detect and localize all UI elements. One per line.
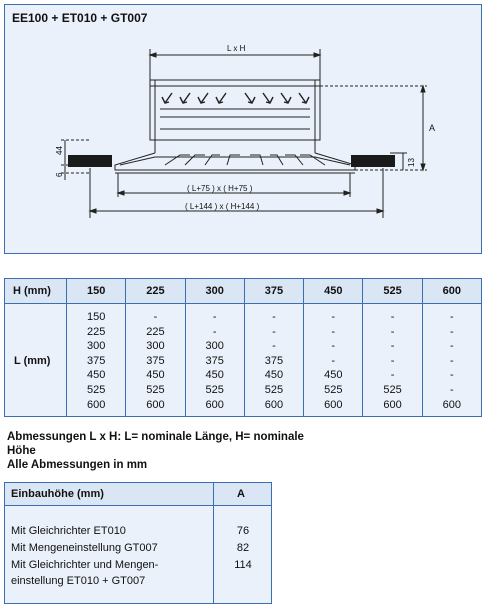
label-6: 6 xyxy=(55,172,64,177)
table-cell: 600 xyxy=(86,398,106,411)
table-cell: 600 xyxy=(442,398,462,411)
table-cell: 150 xyxy=(86,311,106,323)
label-l144: ( L+144 ) x ( H+144 ) xyxy=(185,202,260,211)
table-cell: 525 xyxy=(86,383,106,396)
table-cell: - xyxy=(450,311,454,323)
table-cell: 225 xyxy=(86,325,106,338)
installation-row-value: 76 xyxy=(236,525,250,537)
table-cell: 600 xyxy=(146,398,165,411)
damper-box xyxy=(150,80,320,140)
dimension-note xyxy=(7,430,304,472)
diffuser-drawing xyxy=(5,5,483,255)
installation-row-value: 114 xyxy=(234,559,252,571)
table-cell: - xyxy=(331,325,336,338)
table-cell: 375 xyxy=(146,354,165,367)
column-header: 525 xyxy=(363,279,422,304)
table-cell: - xyxy=(272,325,276,338)
label-13: 13 xyxy=(407,158,416,167)
table-cell: 450 xyxy=(264,369,284,382)
label-lxh: L x H xyxy=(227,44,246,53)
table-cell: 525 xyxy=(205,383,224,396)
installation-row-label: Mit Mengeneinstellung GT007 xyxy=(11,542,158,554)
note-line: Alle Abmessungen in mm xyxy=(7,459,148,471)
table-cell: 525 xyxy=(324,383,343,396)
label-l75: ( L+75 ) x ( H+75 ) xyxy=(187,184,253,193)
table-cell: - xyxy=(450,325,454,338)
h-header: H (mm) xyxy=(5,279,67,304)
table-cell: 600 xyxy=(324,398,343,411)
table-cell: - xyxy=(331,354,336,367)
installation-header-label: Einbauhöhe (mm) xyxy=(11,488,104,500)
table-column xyxy=(67,304,126,417)
label-44: 44 xyxy=(55,146,64,155)
table-cell: - xyxy=(390,354,395,367)
right-frame-seal xyxy=(351,155,395,167)
table-cell: 450 xyxy=(324,369,343,382)
table-cell: - xyxy=(450,340,454,353)
installation-row-label: einstellung ET010 + GT007 xyxy=(11,575,146,587)
table-cell: - xyxy=(272,340,276,353)
table-cell: 375 xyxy=(264,354,284,367)
column-header: 150 xyxy=(67,279,126,304)
installation-row-label: Mit Gleichrichter ET010 xyxy=(11,525,126,537)
installation-row-value: 82 xyxy=(236,542,250,554)
table-cell: 450 xyxy=(86,369,106,382)
table-cell: 450 xyxy=(146,369,165,382)
table-cell: 300 xyxy=(205,340,224,353)
table-column xyxy=(185,304,244,417)
table-cell: - xyxy=(390,340,395,353)
column-header: 375 xyxy=(244,279,303,304)
column-header: 600 xyxy=(422,279,481,304)
table-cell: 525 xyxy=(264,383,284,396)
installation-table-header xyxy=(5,483,271,506)
table-column xyxy=(304,304,363,417)
table-cell: - xyxy=(450,354,454,367)
table-cell: 600 xyxy=(383,398,402,411)
table-cell: 375 xyxy=(205,354,224,367)
drawing-title: EE100 + ET010 + GT007 xyxy=(12,11,148,25)
table-cell: - xyxy=(212,325,217,338)
l-header: L (mm) xyxy=(5,304,67,417)
table-cell: - xyxy=(331,340,336,353)
table-column xyxy=(244,304,303,417)
technical-drawing xyxy=(4,4,482,254)
table-cell: - xyxy=(272,311,276,323)
table-cell: 375 xyxy=(86,354,106,367)
table-cell: - xyxy=(212,311,217,323)
installation-height-table xyxy=(4,482,272,604)
table-cell: - xyxy=(331,311,336,323)
table-cell: 525 xyxy=(146,383,165,396)
column-header: 300 xyxy=(185,279,244,304)
table-cell: 300 xyxy=(146,340,165,353)
table-cell: - xyxy=(390,369,395,382)
dimensions-table xyxy=(4,278,482,417)
label-a: A xyxy=(429,123,436,133)
table-cell: 225 xyxy=(146,325,165,338)
table-column xyxy=(363,304,422,417)
table-cell: - xyxy=(450,383,454,396)
installation-header-value: A xyxy=(237,488,245,500)
table-cell: 450 xyxy=(205,369,224,382)
table-cell: 300 xyxy=(86,340,106,353)
damper-blades xyxy=(162,93,309,103)
table-cell: - xyxy=(390,325,395,338)
table-column xyxy=(126,304,185,417)
note-line: Höhe xyxy=(7,445,36,457)
table-cell: 600 xyxy=(264,398,284,411)
table-cell: - xyxy=(450,369,454,382)
table-cell: 600 xyxy=(205,398,224,411)
column-header: 225 xyxy=(126,279,185,304)
table-cell: - xyxy=(153,311,158,323)
table-cell: 525 xyxy=(383,383,402,396)
left-frame-seal xyxy=(68,155,112,167)
table-cell: - xyxy=(390,311,395,323)
installation-row-label: Mit Gleichrichter und Mengen- xyxy=(11,559,159,571)
table-column xyxy=(422,304,481,417)
note-line: Abmessungen L x H: L= nominale Länge, H= nominale xyxy=(7,431,304,443)
column-header: 450 xyxy=(304,279,363,304)
